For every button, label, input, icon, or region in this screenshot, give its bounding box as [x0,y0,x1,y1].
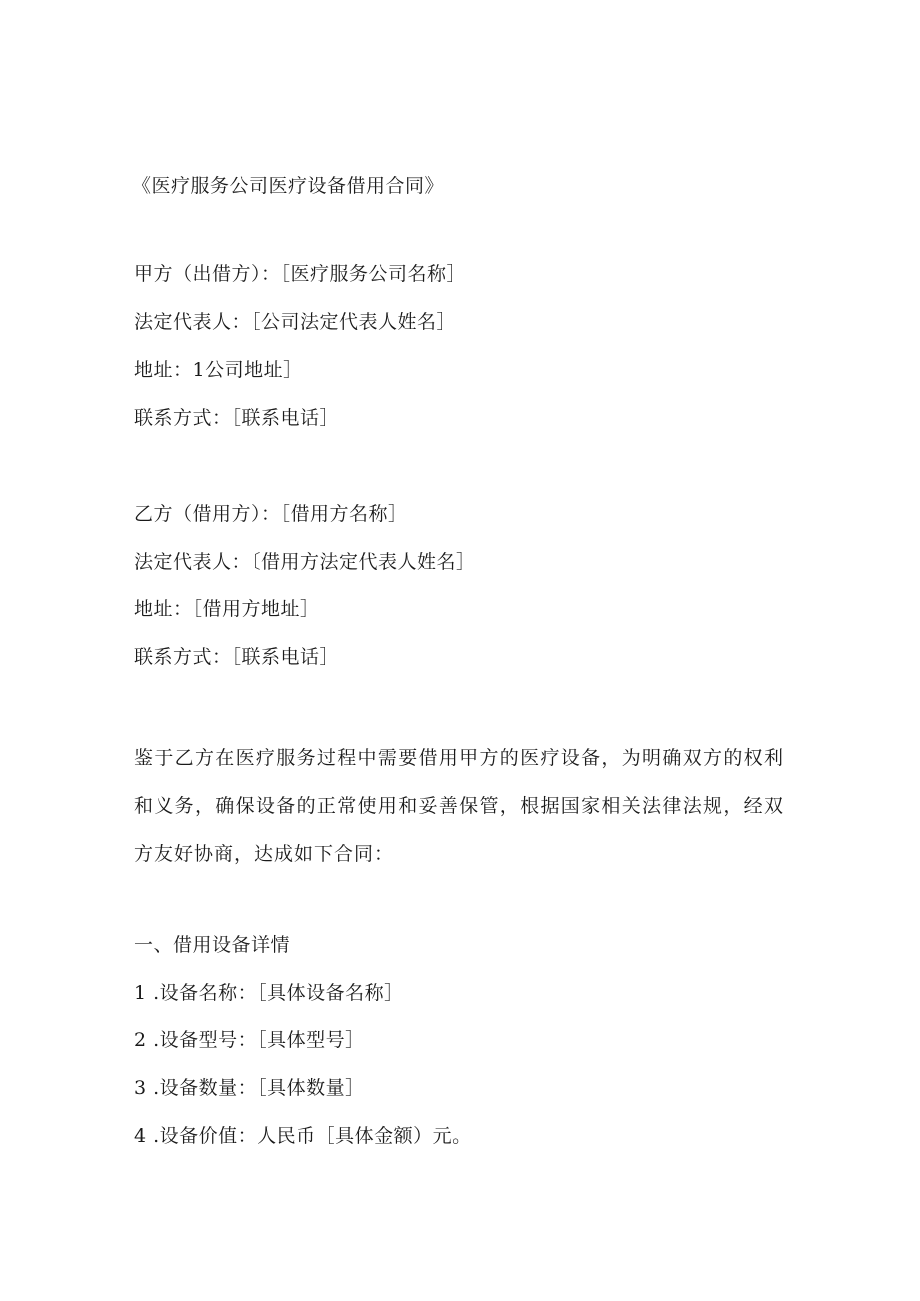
section-1-heading: 一、借用设备详情 [134,934,291,956]
party-b-contact: 联系方式：［联系电话］ [134,646,340,668]
document-title: 《医疗服务公司医疗设备借用合同》 [132,175,445,197]
party-a-legal-rep: 法定代表人：［公司法定代表人姓名］ [134,311,457,333]
party-a-contact: 联系方式：［联系电话］ [134,407,340,429]
equipment-item: 2 .设备型号：［具体型号］ [134,1029,365,1051]
equipment-item: 3 .设备数量：［具体数量］ [134,1077,365,1099]
party-b-header: 乙方（借用方）：［借用方名称］ [134,503,408,525]
preamble-paragraph: 鉴于乙方在医疗服务过程中需要借用甲方的医疗设备，为明确双方的权利和义务，确保设备的正常使用和妥善保管，根据国家相关法律法规，经双方友好协商，达成如下合同： [134,747,784,865]
party-a-address: 地址：1公司地址］ [134,359,303,381]
equipment-item: 4 .设备价值：人民币［具体金额）元。 [134,1125,472,1147]
equipment-item: 1 .设备名称：［具体设备名称］ [134,982,404,1004]
party-b-legal-rep: 法定代表人：〔借用方法定代表人姓名］ [134,551,476,573]
party-b-address: 地址：［借用方地址］ [134,598,320,620]
party-a-header: 甲方（出借方）：［医疗服务公司名称］ [134,263,467,285]
